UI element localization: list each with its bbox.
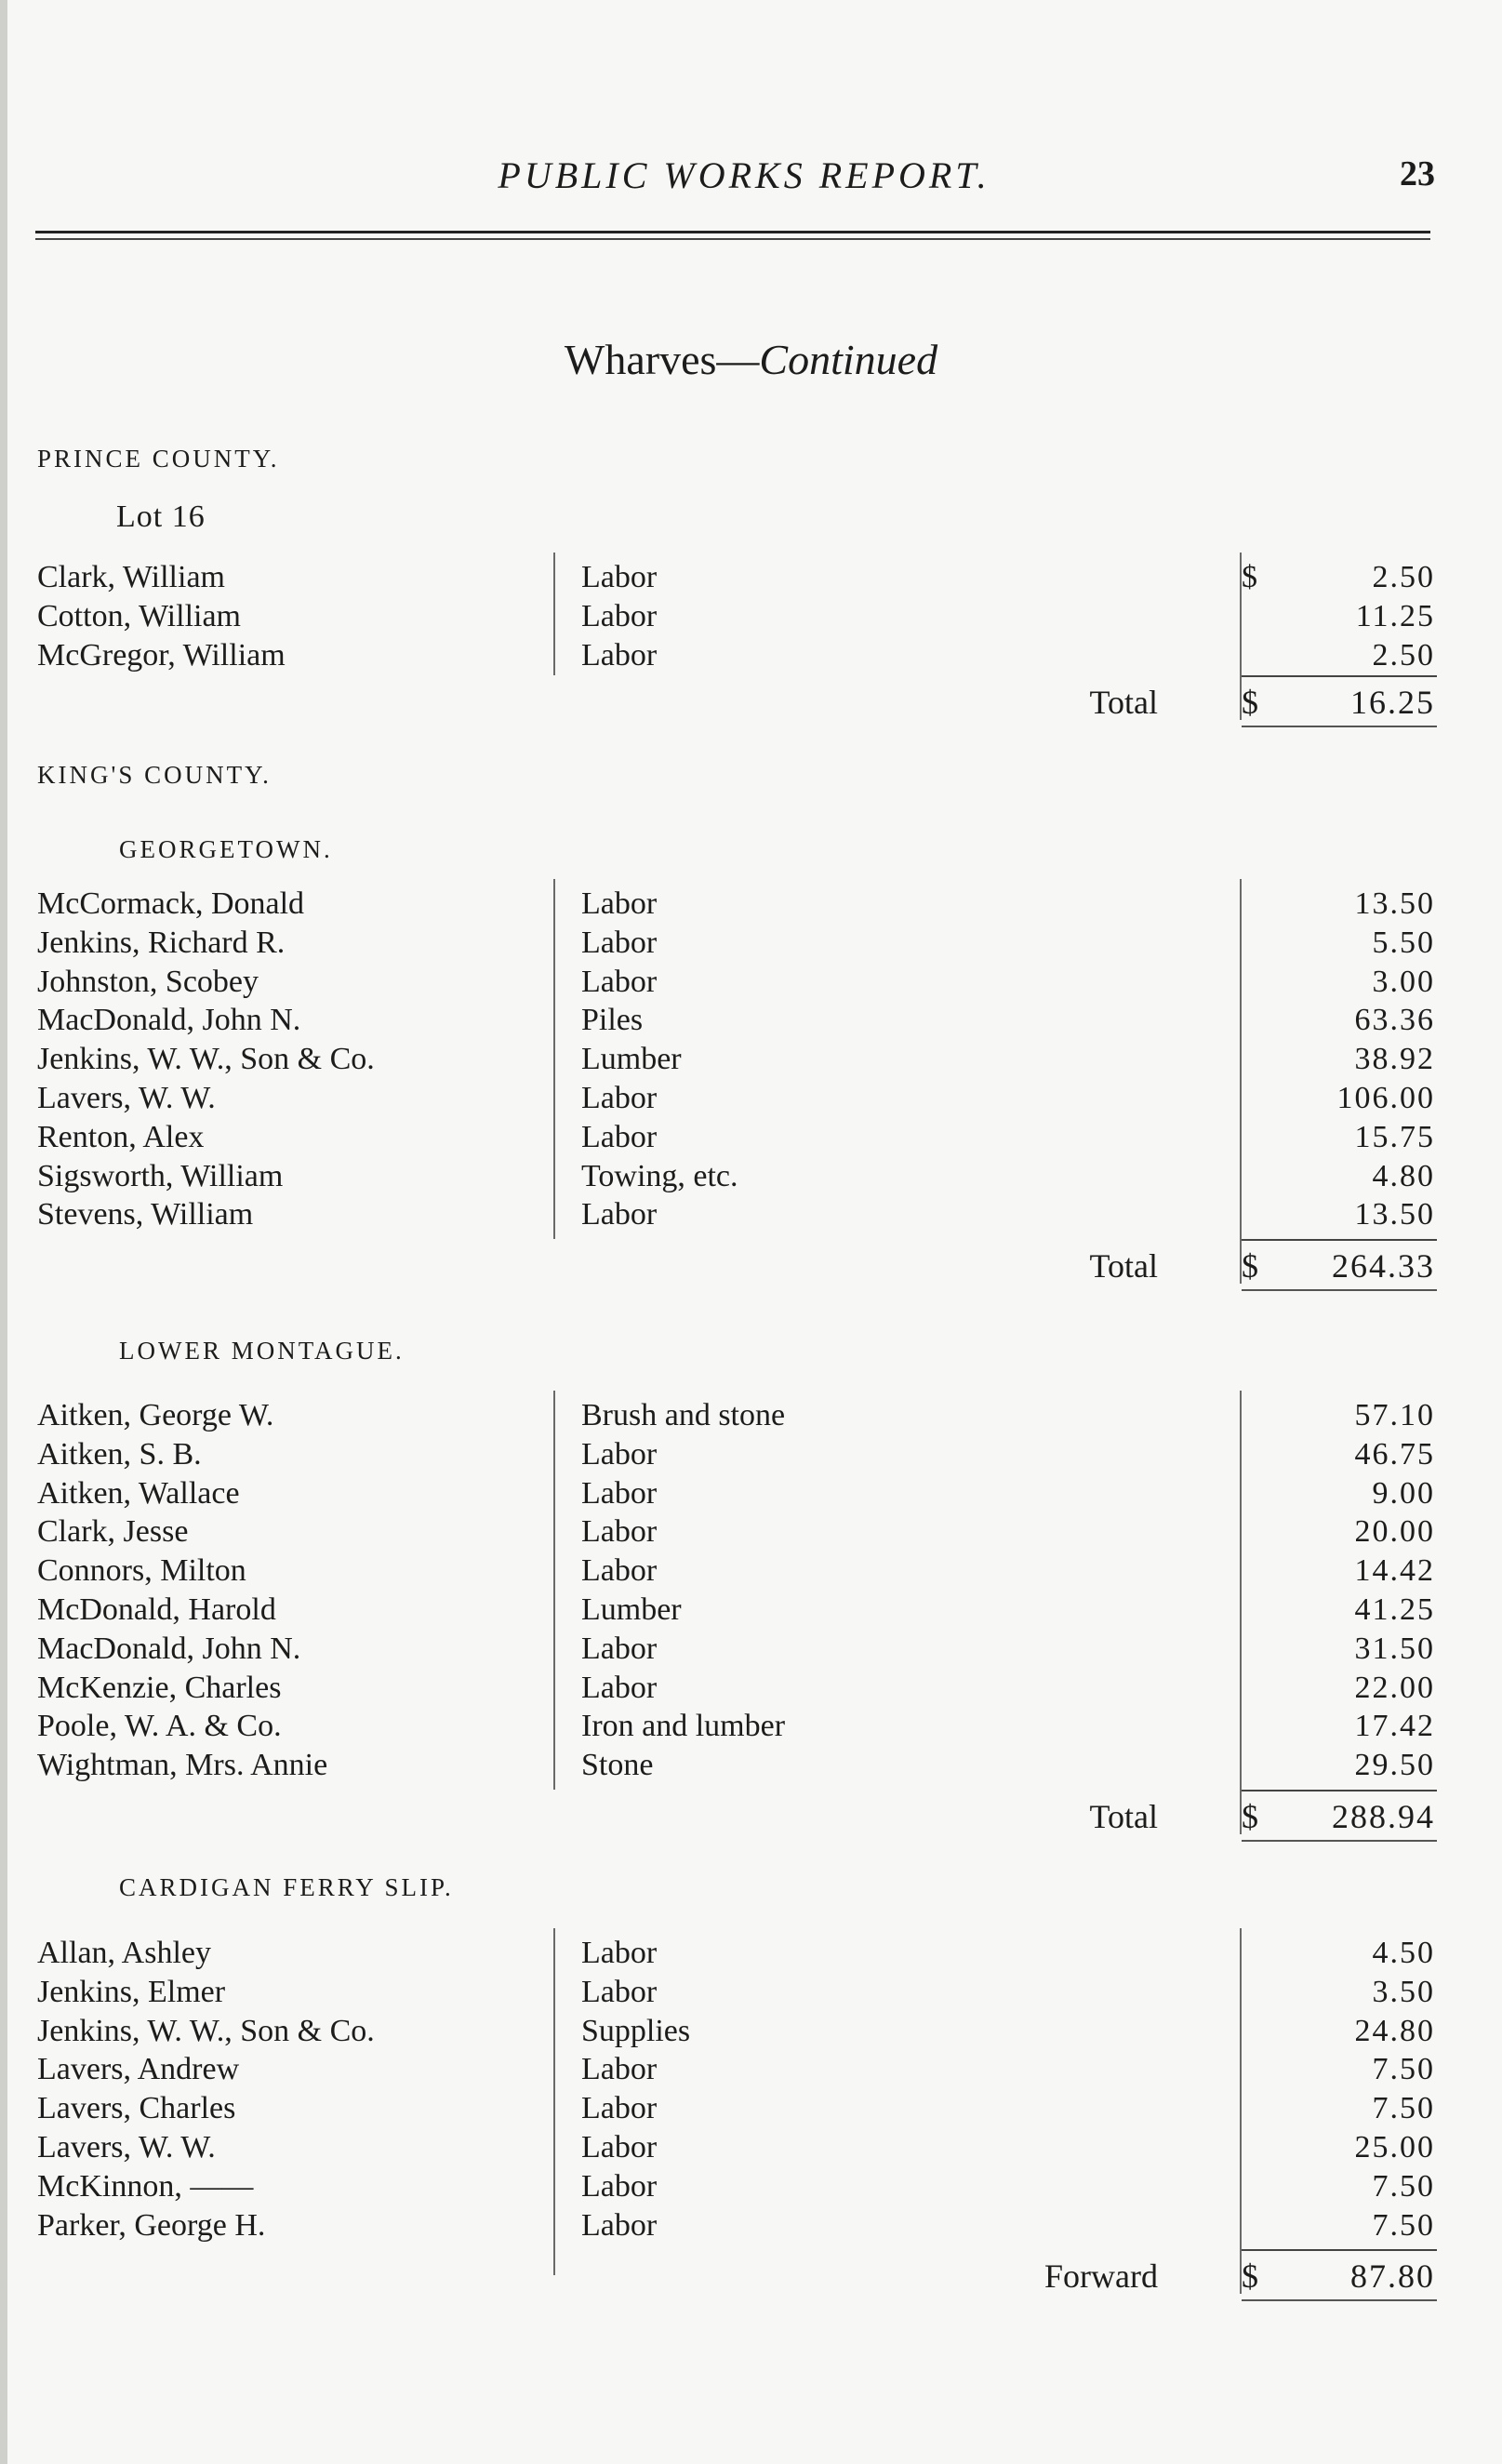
payee-name: Stevens, William <box>37 1197 254 1232</box>
column-rule-amount <box>1240 1928 1242 2294</box>
sum-rule <box>1242 1239 1437 1241</box>
table-row <box>0 2208 1502 2247</box>
table-row <box>0 599 1502 638</box>
expense-item: Labor <box>581 886 658 921</box>
table-row <box>0 1003 1502 1042</box>
table-row <box>0 2091 1502 2130</box>
table-row <box>0 1975 1502 2014</box>
expense-item: Labor <box>581 2130 658 2164</box>
expense-item: Labor <box>581 1974 658 2009</box>
amount: 22.00 <box>1354 1670 1435 1705</box>
table-row <box>0 1398 1502 1437</box>
amount: 46.75 <box>1354 1436 1435 1472</box>
payee-name: Cotton, William <box>37 598 242 633</box>
amount: 63.36 <box>1354 1003 1435 1038</box>
sum-rule <box>1242 2249 1437 2251</box>
total-underline <box>1242 1840 1437 1842</box>
table-row <box>0 638 1502 677</box>
column-rule-amount <box>1240 1391 1242 1834</box>
header-rule <box>35 231 1430 233</box>
expense-item: Labor <box>581 1514 658 1550</box>
payee-name: Sigsworth, William <box>37 1158 284 1193</box>
payee-name: Lavers, W. W. <box>37 2130 216 2164</box>
total-row <box>0 683 1502 722</box>
expense-item: Labor <box>581 1436 658 1472</box>
table-row <box>0 2052 1502 2091</box>
expense-item: Iron and lumber <box>581 1709 786 1744</box>
expense-item: Labor <box>581 598 658 633</box>
amount: 25.00 <box>1354 2130 1435 2164</box>
table-row <box>0 1042 1502 1081</box>
total-amount: 264.33 <box>1332 1247 1435 1285</box>
running-header-title: PUBLIC WORKS REPORT. <box>498 154 990 196</box>
payee-name: Jenkins, W. W., Son & Co. <box>37 2013 375 2048</box>
expense-item: Labor <box>581 2052 658 2087</box>
amount: 17.42 <box>1354 1709 1435 1744</box>
page-title <box>0 335 1502 384</box>
expense-item: Labor <box>581 1197 658 1232</box>
table-row <box>0 926 1502 965</box>
table-row <box>0 1936 1502 1975</box>
expense-item: Labor <box>581 1553 658 1589</box>
title-main: Wharves— <box>564 336 760 383</box>
expense-item: Labor <box>581 1670 658 1705</box>
table-row <box>0 1437 1502 1476</box>
amount: 29.50 <box>1354 1748 1435 1783</box>
payee-name: Jenkins, W. W., Son & Co. <box>37 1042 375 1077</box>
expense-item: Towing, etc. <box>581 1158 738 1193</box>
amount: 2.50 <box>1372 637 1435 673</box>
payee-name: Clark, Jesse <box>37 1514 189 1550</box>
payee-name: Jenkins, Elmer <box>37 1974 226 2009</box>
amount: 11.25 <box>1355 598 1435 633</box>
total-label: Total <box>1089 1798 1158 1835</box>
page-number: 23 <box>1400 154 1435 193</box>
column-rule-amount <box>1240 879 1242 1284</box>
expense-item: Labor <box>581 2168 658 2204</box>
payee-name: McDonald, Harold <box>37 1592 276 1627</box>
total-row <box>0 1246 1502 1285</box>
payee-name: Clark, William <box>37 560 225 594</box>
amount: 106.00 <box>1336 1081 1435 1115</box>
expense-item: Labor <box>581 637 658 673</box>
total-amount: 16.25 <box>1350 684 1435 721</box>
column-rule-item <box>553 879 555 1239</box>
expense-item: Labor <box>581 2207 658 2243</box>
payee-name: Aitken, George W. <box>37 1398 274 1432</box>
expense-item: Labor <box>581 964 658 999</box>
county-heading: KING'S COUNTY. <box>37 761 272 789</box>
dollar-sign: $ <box>1242 560 1257 594</box>
table-row <box>0 1709 1502 1748</box>
expense-item: Brush and stone <box>581 1398 786 1432</box>
amount: 3.50 <box>1372 1974 1435 2009</box>
total-label: Forward <box>1044 2258 1158 2295</box>
table-row <box>0 1671 1502 1710</box>
total-amount: 288.94 <box>1332 1798 1435 1835</box>
table-row <box>0 1197 1502 1236</box>
header-rule-thin <box>35 238 1430 240</box>
expense-item: Labor <box>581 1936 658 1970</box>
expense-item: Lumber <box>581 1042 682 1077</box>
payee-name: Aitken, S. B. <box>37 1436 202 1472</box>
payee-name: Aitken, Wallace <box>37 1475 240 1511</box>
expense-item: Labor <box>581 560 658 594</box>
table-row <box>0 965 1502 1004</box>
payee-name: Renton, Alex <box>37 1119 205 1154</box>
expense-item: Labor <box>581 1475 658 1511</box>
amount: 7.50 <box>1372 2207 1435 2243</box>
payee-name: McKinnon, —— <box>37 2168 254 2204</box>
amount: 15.75 <box>1354 1119 1435 1154</box>
table-row <box>0 2169 1502 2208</box>
table-row <box>0 1553 1502 1592</box>
dollar-sign: $ <box>1242 684 1258 721</box>
amount: 31.50 <box>1354 1631 1435 1666</box>
amount: 57.10 <box>1354 1398 1435 1432</box>
amount: 13.50 <box>1354 886 1435 921</box>
amount: 4.50 <box>1372 1936 1435 1970</box>
expense-item: Stone <box>581 1748 654 1783</box>
forward-row <box>0 2257 1502 2296</box>
amount: 3.00 <box>1372 964 1435 999</box>
amount: 4.80 <box>1372 1158 1435 1193</box>
place-heading: CARDIGAN FERRY SLIP. <box>119 1873 454 1901</box>
expense-item: Lumber <box>581 1592 682 1627</box>
table-row <box>0 1748 1502 1787</box>
sum-rule <box>1242 1790 1437 1791</box>
payee-name: Lavers, Charles <box>37 2091 236 2126</box>
table-row <box>0 560 1502 599</box>
payee-name: Allan, Ashley <box>37 1936 211 1970</box>
amount: 7.50 <box>1372 2168 1435 2204</box>
amount: 7.50 <box>1372 2091 1435 2126</box>
amount: 14.42 <box>1354 1553 1435 1589</box>
expense-item: Labor <box>581 2091 658 2126</box>
total-amount: 87.80 <box>1350 2258 1435 2295</box>
expense-item: Labor <box>581 1119 658 1154</box>
payee-name: McKenzie, Charles <box>37 1670 282 1705</box>
payee-name: Poole, W. A. & Co. <box>37 1709 282 1744</box>
amount: 7.50 <box>1372 2052 1435 2087</box>
total-underline <box>1242 1289 1437 1291</box>
amount: 13.50 <box>1354 1197 1435 1232</box>
column-rule-item <box>553 1391 555 1790</box>
column-rule-item <box>553 1928 555 2275</box>
table-row <box>0 1476 1502 1515</box>
expense-item: Supplies <box>581 2013 691 2048</box>
place-heading: LOWER MONTAGUE. <box>119 1337 405 1365</box>
table-row <box>0 1514 1502 1553</box>
amount: 41.25 <box>1354 1592 1435 1627</box>
expense-item: Labor <box>581 1631 658 1666</box>
total-underline <box>1242 2299 1437 2301</box>
total-label: Total <box>1089 684 1158 721</box>
table-row <box>0 1081 1502 1120</box>
table-row <box>0 2130 1502 2169</box>
payee-name: McGregor, William <box>37 637 286 673</box>
table-row <box>0 1159 1502 1198</box>
title-continued: Continued <box>759 336 938 383</box>
place-heading: GEORGETOWN. <box>119 835 333 863</box>
payee-name: MacDonald, John N. <box>37 1003 301 1038</box>
total-row <box>0 1797 1502 1836</box>
expense-item: Labor <box>581 1081 658 1115</box>
payee-name: Lavers, W. W. <box>37 1081 216 1115</box>
county-heading: PRINCE COUNTY. <box>37 445 280 473</box>
amount: 2.50 <box>1372 560 1435 594</box>
payee-name: Wightman, Mrs. Annie <box>37 1748 328 1783</box>
payee-name: Parker, George H. <box>37 2207 266 2243</box>
sum-rule <box>1242 675 1437 677</box>
payee-name: Lavers, Andrew <box>37 2052 240 2087</box>
table-row <box>0 2014 1502 2053</box>
dollar-sign: $ <box>1242 1247 1258 1285</box>
expense-item: Piles <box>581 1003 644 1038</box>
payee-name: Johnston, Scobey <box>37 964 259 999</box>
payee-name: Jenkins, Richard R. <box>37 925 286 960</box>
amount: 9.00 <box>1372 1475 1435 1511</box>
column-rule-item <box>553 553 555 675</box>
payee-name: Connors, Milton <box>37 1553 246 1589</box>
payee-name: MacDonald, John N. <box>37 1631 301 1666</box>
expense-item: Labor <box>581 925 658 960</box>
amount: 5.50 <box>1372 925 1435 960</box>
dollar-sign: $ <box>1242 2258 1258 2295</box>
amount: 20.00 <box>1354 1514 1435 1550</box>
total-label: Total <box>1089 1247 1158 1285</box>
table-row <box>0 1632 1502 1671</box>
amount: 24.80 <box>1354 2013 1435 2048</box>
dollar-sign: $ <box>1242 1798 1258 1835</box>
lot-heading: Lot 16 <box>116 499 206 534</box>
table-row <box>0 1120 1502 1159</box>
table-row <box>0 886 1502 926</box>
total-underline <box>1242 726 1437 727</box>
table-row <box>0 1592 1502 1632</box>
amount: 38.92 <box>1354 1042 1435 1077</box>
payee-name: McCormack, Donald <box>37 886 305 921</box>
